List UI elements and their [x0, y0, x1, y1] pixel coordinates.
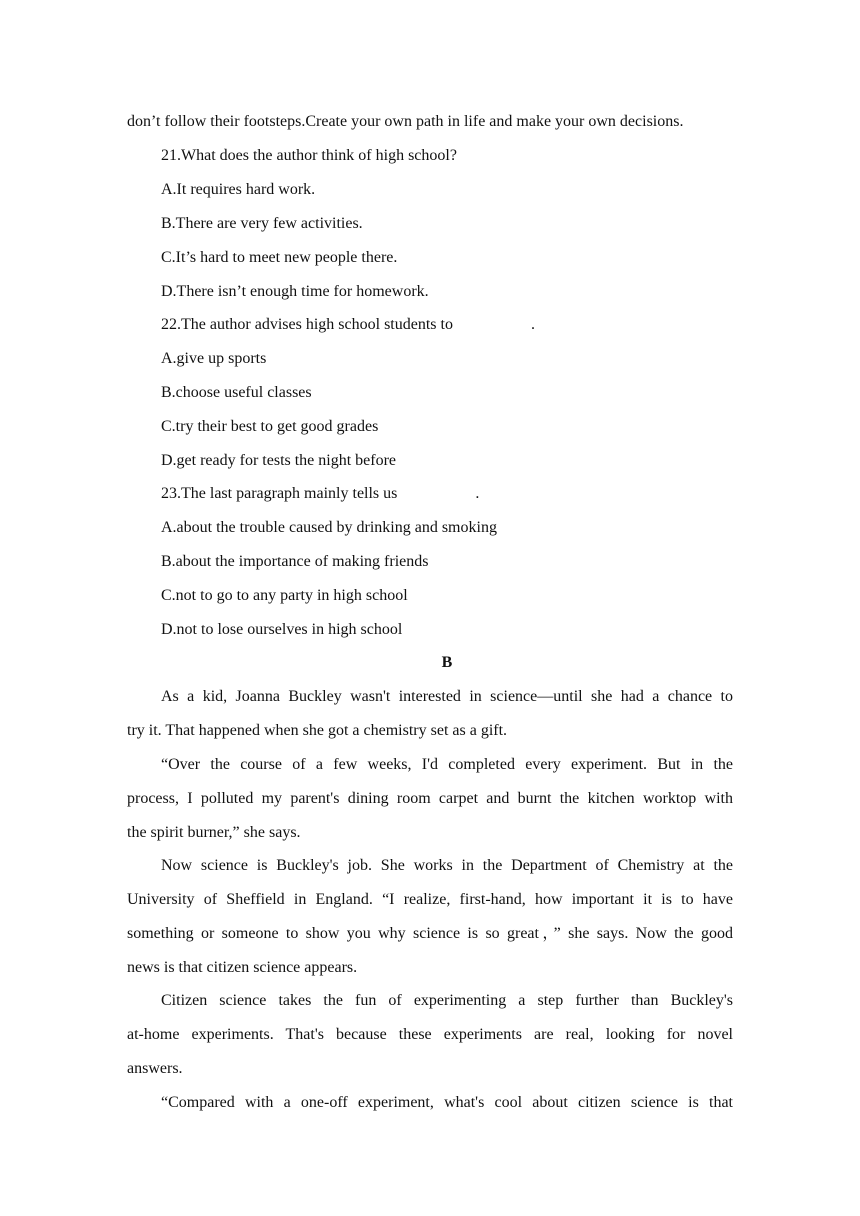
paragraph-line: As a kid, Joanna Buckley wasn't interested in science—until she had a chance to: [161, 688, 733, 705]
paragraph-line: news is that citizen science appears.: [127, 959, 358, 976]
question-22-stem: 22.The author advises high school students to: [161, 316, 453, 333]
paragraph-line: something or someone to show you why science is so great，” she says. Now the good: [127, 925, 733, 942]
paragraph-line: answers.: [127, 1060, 183, 1077]
paragraph-line: process, I polluted my parent's dining room carpet and burnt the kitchen worktop with: [127, 790, 733, 807]
question-23-option-a: A.about the trouble caused by drinking and smoking: [161, 519, 497, 536]
paragraph-line: Citizen science takes the fun of experimenting a step further than Buckley's: [161, 992, 733, 1009]
question-21-option-a: A.It requires hard work.: [161, 181, 316, 198]
passage-a-last-line: don’t follow their footsteps.Create your own path in life and make your own decisions.: [127, 113, 684, 130]
question-23-option-c: C.not to go to any party in high school: [161, 587, 408, 604]
question-23-stem-end: .: [475, 485, 480, 502]
paragraph-line: the spirit burner,” she says.: [127, 824, 301, 841]
paragraph-line: “Compared with a one-off experiment, what's cool about citizen science is that: [161, 1094, 733, 1111]
question-22-option-d: D.get ready for tests the night before: [161, 452, 397, 469]
section-b-heading: B: [441, 654, 453, 671]
paragraph-line: “Over the course of a few weeks, I'd completed every experiment. But in the: [161, 756, 733, 773]
question-21-stem: 21.What does the author think of high school?: [161, 147, 457, 164]
question-22-option-c: C.try their best to get good grades: [161, 418, 379, 435]
question-21-option-d: D.There isn’t enough time for homework.: [161, 283, 429, 300]
question-21-option-c: C.It’s hard to meet new people there.: [161, 249, 398, 266]
question-23-stem-line: [161, 481, 733, 507]
question-23-option-b: B.about the importance of making friends: [161, 553, 429, 570]
question-22-option-b: B.choose useful classes: [161, 384, 312, 401]
paragraph-line: University of Sheffield in England. “I realize, first-hand, how important it is to have: [127, 891, 733, 908]
question-22-stem-end: .: [530, 316, 535, 333]
question-22-stem-line: [161, 312, 733, 338]
question-22-option-a: A.give up sports: [161, 350, 267, 367]
paragraph-line: at-home experiments. That's because these experiments are real, looking for novel: [127, 1026, 733, 1043]
paragraph-line: Now science is Buckley's job. She works in the Department of Chemistry at the: [161, 857, 733, 874]
question-23-stem: 23.The last paragraph mainly tells us: [161, 485, 398, 502]
question-21-option-b: B.There are very few activities.: [161, 215, 363, 232]
paragraph-line: try it. That happened when she got a chemistry set as a gift.: [127, 722, 508, 739]
question-23-option-d: D.not to lose ourselves in high school: [161, 621, 403, 638]
